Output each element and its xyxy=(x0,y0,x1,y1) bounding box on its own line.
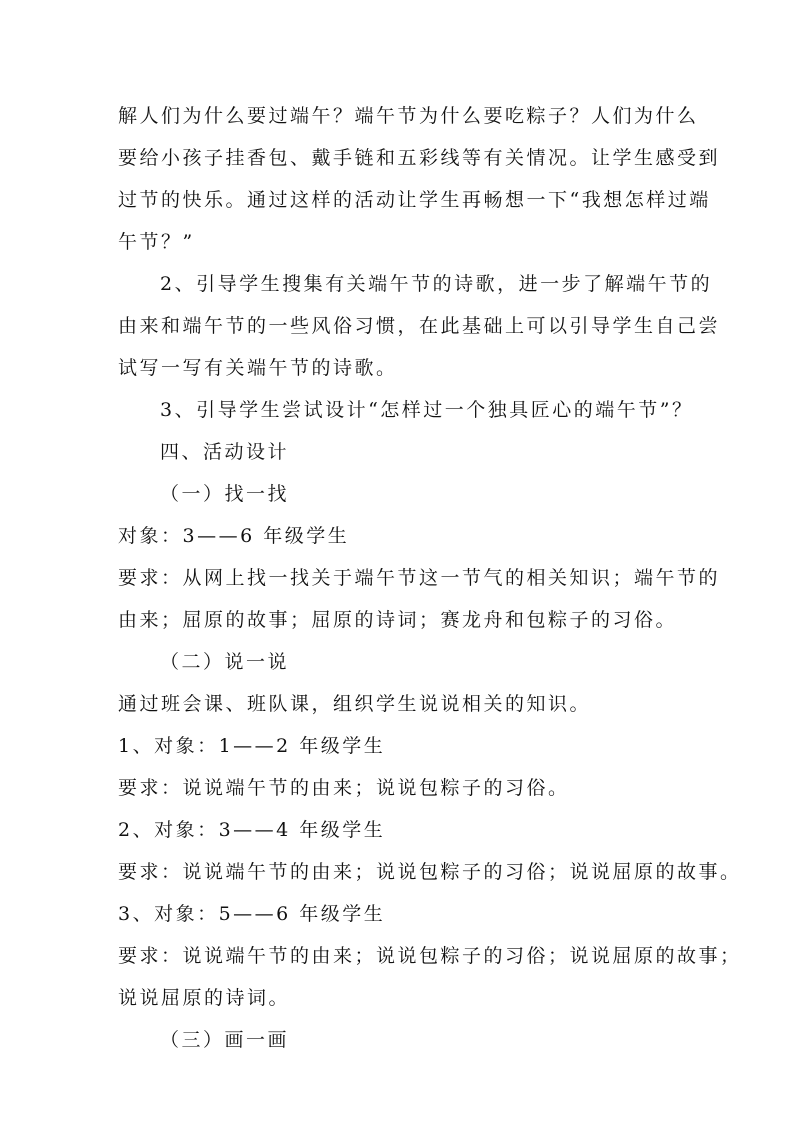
paragraph-line-4: 午节？” xyxy=(118,231,195,253)
paragraph-line-14: 要求：说说端午节的由来；说说包粽子的习俗。 xyxy=(118,777,570,799)
paragraph-line-17: 3、对象：5——6 年级学生 xyxy=(118,903,386,925)
paragraph-line-8: 3、引导学生尝试设计“怎样过一个独具匠心的端午节”？ xyxy=(160,399,694,421)
paragraph-line-15: 2、对象：3——4 年级学生 xyxy=(118,819,386,841)
paragraph-line-9: 对象：3——6 年级学生 xyxy=(118,525,350,547)
paragraph-line-16: 要求：说说端午节的由来；说说包粽子的习俗；说说屈原的故事。 xyxy=(118,861,742,883)
paragraph-line-5: 2、引导学生搜集有关端午节的诗歌，进一步了解端午节的 xyxy=(160,273,713,295)
paragraph-line-6: 由来和端午节的一些风俗习惯，在此基础上可以引导学生自己尝 xyxy=(118,315,721,337)
paragraph-line-13: 1、对象：1——2 年级学生 xyxy=(118,735,386,757)
paragraph-line-2: 要给小孩子挂香包、戴手链和五彩线等有关情况。让学生感受到 xyxy=(118,147,721,169)
subsection-heading-3: （三）画一画 xyxy=(160,1029,290,1051)
paragraph-line-19: 说说屈原的诗词。 xyxy=(118,987,291,1009)
section-heading: 四、活动设计 xyxy=(160,441,290,463)
paragraph-line-3: 过节的快乐。通过这样的活动让学生再畅想一下“我想怎样过端 xyxy=(118,189,711,211)
paragraph-line-10: 要求：从网上找一找关于端午节这一节气的相关知识；端午节的 xyxy=(118,567,721,589)
subsection-heading-2: （二）说一说 xyxy=(160,651,290,673)
paragraph-line-1: 解人们为什么要过端午？端午节为什么要吃粽子？人们为什么 xyxy=(118,105,699,127)
paragraph-line-11: 由来；屈原的故事；屈原的诗词；赛龙舟和包粽子的习俗。 xyxy=(118,609,678,631)
paragraph-line-12: 通过班会课、班队课，组织学生说说相关的知识。 xyxy=(118,693,592,715)
paragraph-line-7: 试写一写有关端午节的诗歌。 xyxy=(118,357,398,379)
subsection-heading-1: （一）找一找 xyxy=(160,483,290,505)
paragraph-line-18: 要求：说说端午节的由来；说说包粽子的习俗；说说屈原的故事； xyxy=(118,945,742,967)
